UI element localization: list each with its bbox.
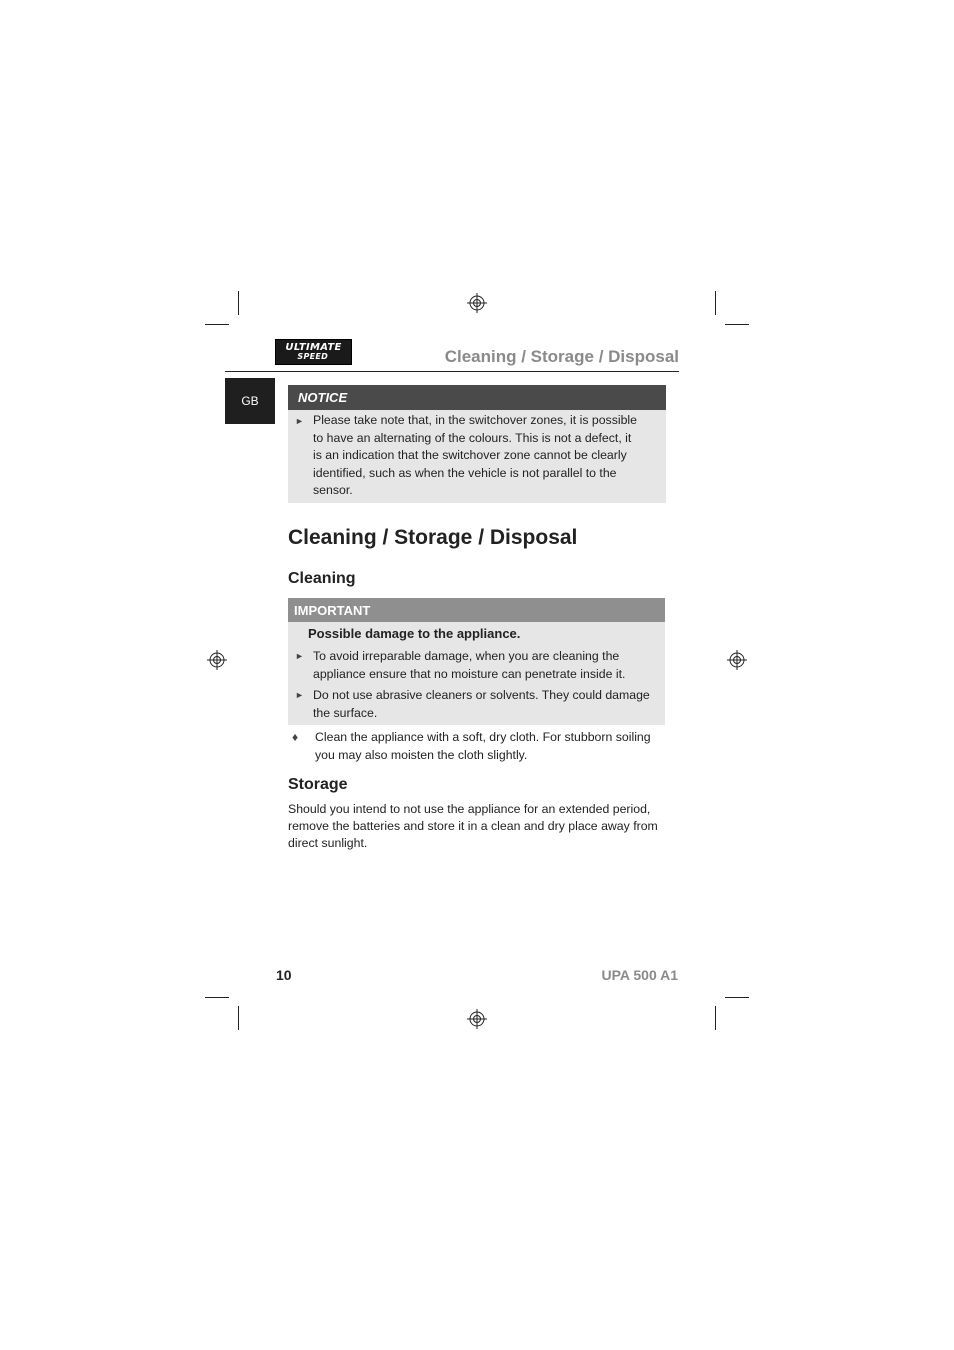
brand-logo (275, 339, 352, 365)
logo-text: ULTIMATE (285, 342, 342, 353)
bullet-arrow-icon: ► (295, 416, 304, 426)
text-line: Please take note that, in the switchover zones, it is possible (313, 413, 637, 427)
text-line: direct sunlight. (288, 836, 368, 850)
registration-mark-icon (207, 650, 227, 670)
important-header (288, 598, 665, 622)
text-line: Do not use abrasive cleaners or solvents. They could damage (313, 688, 650, 702)
important-label: IMPORTANT (294, 603, 371, 618)
text-line: appliance ensure that no moisture can penetrate inside it. (313, 666, 626, 681)
header-divider (225, 371, 679, 372)
text-line: remove the batteries and store it in a clean and dry place away from (288, 819, 658, 833)
important-bullet (313, 687, 658, 722)
text-line: the surface. (313, 705, 378, 720)
text-line: Should you intend to not use the appliance for an extended period, (288, 802, 651, 816)
page-number: 10 (276, 967, 292, 983)
registration-mark-icon (727, 650, 747, 670)
crop-mark (205, 324, 229, 325)
registration-mark-icon (467, 293, 487, 313)
registration-mark-icon (467, 1009, 487, 1029)
storage-heading: Storage (288, 776, 348, 793)
storage-paragraph (288, 801, 668, 852)
crop-mark (715, 291, 716, 315)
text-line: sensor. (313, 483, 353, 497)
text-line: identified, such as when the vehicle is not parallel to the (313, 465, 617, 480)
section-title: Cleaning / Storage / Disposal (288, 526, 578, 549)
bullet-arrow-icon: ► (295, 690, 304, 700)
text-line: Clean the appliance with a soft, dry cloth. For stubborn soiling (315, 730, 651, 744)
important-bullet (313, 648, 658, 683)
notice-header (288, 385, 666, 410)
logo-text: SPEED (297, 352, 329, 361)
crop-mark (205, 997, 229, 998)
cleaning-heading: Cleaning (288, 570, 356, 587)
crop-mark (238, 1006, 239, 1030)
text-line: To avoid irreparable damage, when you are cleaning the (313, 649, 620, 663)
notice-text (313, 412, 653, 500)
crop-mark (725, 324, 749, 325)
diamond-bullet-icon: ♦ (292, 730, 299, 744)
crop-mark (715, 1006, 716, 1030)
text-line: to have an alternating of the colours. This is not a defect, it (313, 430, 632, 445)
notice-label: NOTICE (298, 390, 348, 405)
crop-mark (238, 291, 239, 315)
running-header-title: Cleaning / Storage / Disposal (444, 347, 679, 366)
crop-mark (725, 997, 749, 998)
text-line: is an indication that the switchover zone cannot be clearly (313, 448, 627, 462)
text-line: you may also moisten the cloth slightly. (315, 747, 528, 762)
important-subtitle: Possible damage to the appliance. (308, 626, 521, 641)
model-number: UPA 500 A1 (601, 967, 678, 983)
language-tab (225, 378, 275, 424)
cleaning-step (315, 729, 670, 764)
bullet-arrow-icon: ► (295, 651, 304, 661)
language-label: GB (241, 394, 259, 408)
